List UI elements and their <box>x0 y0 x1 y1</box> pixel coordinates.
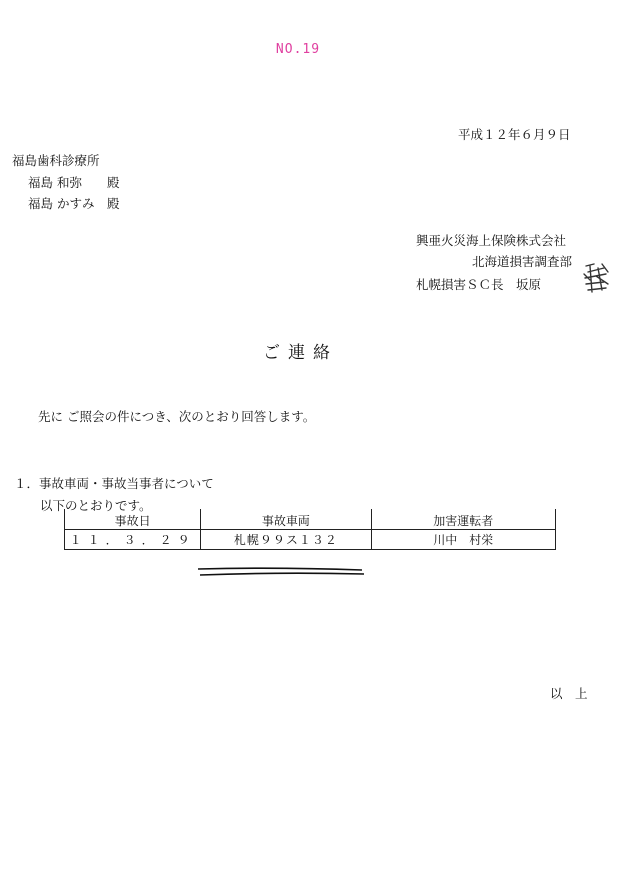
recipient-person-2: 福島 かすみ 殿 <box>28 196 120 211</box>
document-date: 平成１２年６月９日 <box>458 127 571 142</box>
section-heading: １．事故車両・事故当事者について <box>14 476 214 491</box>
table-row <box>65 530 556 550</box>
sender-name: 札幌損害ＳＣ長 坂原 <box>416 277 542 292</box>
intro-text: 先に ご照会の件につき、次のとおり回答します。 <box>38 409 316 424</box>
cell-driver: 川中 村栄 <box>371 530 555 550</box>
accident-table <box>64 509 556 550</box>
header-vehicle: 事故車両 <box>201 509 371 530</box>
table-header-row <box>65 509 556 530</box>
header-driver: 加害運転者 <box>371 509 555 530</box>
seal-stamp-icon <box>582 262 610 296</box>
recipient-person-1: 福島 和弥 殿 <box>28 175 120 190</box>
page-number: NO.19 <box>275 42 321 57</box>
sender-company: 興亜火災海上保険株式会社 <box>416 233 567 248</box>
header-accident-date: 事故日 <box>65 509 201 530</box>
recipient-clinic: 福島歯科診療所 <box>12 153 100 168</box>
cell-accident-date: １１．３．２９ <box>65 530 201 550</box>
sender-department: 北海道損害調査部 <box>472 254 573 269</box>
document-title: ご連絡 <box>263 343 338 363</box>
handwritten-underline <box>196 564 366 580</box>
closing-text: 以 上 <box>550 686 588 701</box>
cell-vehicle: 札幌９９ス１３２ <box>201 530 371 550</box>
section-subtext: 以下のとおりです。 <box>40 498 152 513</box>
